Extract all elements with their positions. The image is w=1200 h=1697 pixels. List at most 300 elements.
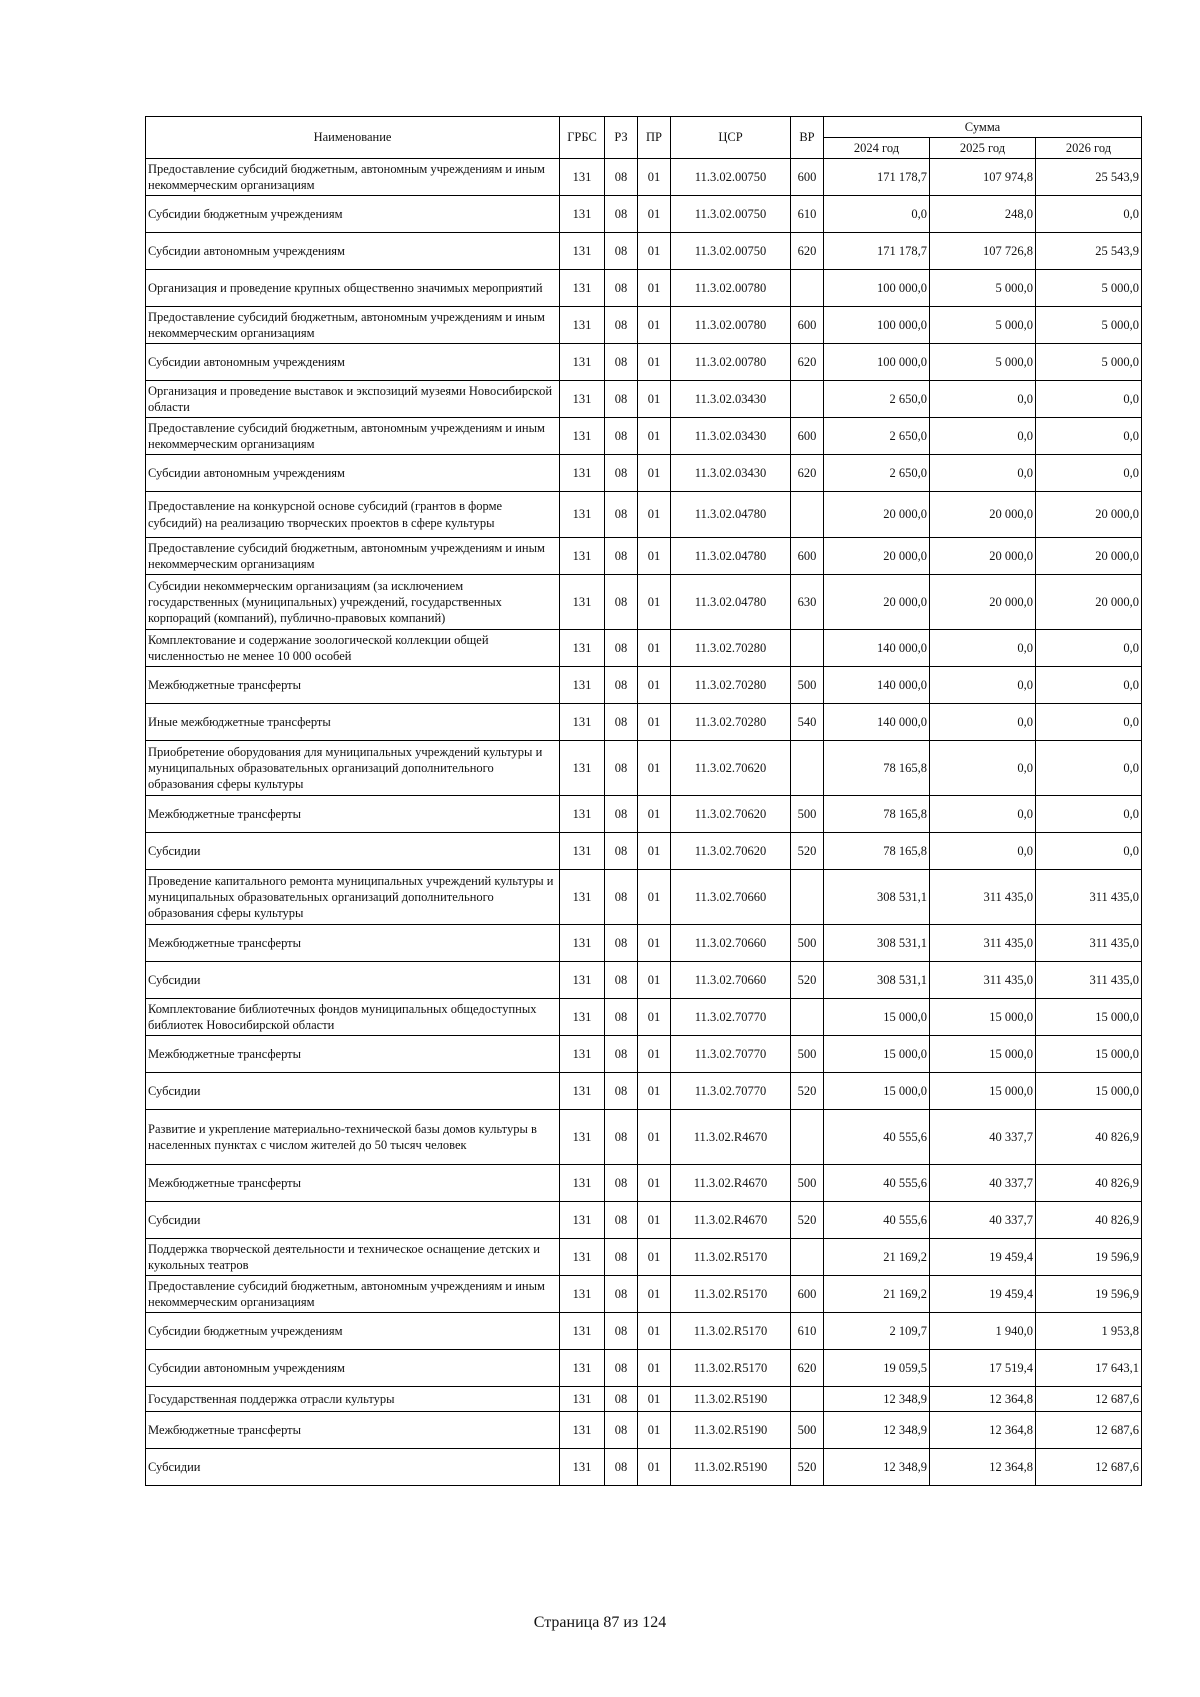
cell-y2025: 40 337,7	[930, 1165, 1036, 1202]
cell-grbs: 131	[560, 538, 605, 575]
cell-name: Предоставление субсидий бюджетным, автономным учреждениям и иным некоммерческим организациям	[146, 307, 560, 344]
cell-name: Субсидии бюджетным учреждениям	[146, 196, 560, 233]
cell-name: Межбюджетные трансферты	[146, 796, 560, 833]
page-number: Страница 87 из 124	[533, 1614, 667, 1631]
cell-csr: 11.3.02.03430	[671, 381, 791, 418]
cell-rz: 08	[605, 233, 638, 270]
cell-rz: 08	[605, 833, 638, 870]
table-row	[146, 1387, 1142, 1412]
cell-name: Предоставление субсидий бюджетным, автономным учреждениям и иным некоммерческим организациям	[146, 159, 560, 196]
cell-csr: 11.3.02.R5190	[671, 1412, 791, 1449]
cell-pr: 01	[638, 796, 671, 833]
cell-vr: 520	[791, 962, 824, 999]
cell-grbs: 131	[560, 1036, 605, 1073]
cell-y2026: 15 000,0	[1036, 1036, 1142, 1073]
cell-vr: 600	[791, 159, 824, 196]
cell-rz: 08	[605, 492, 638, 538]
budget-table	[145, 116, 1142, 1486]
cell-csr: 11.3.02.R5170	[671, 1276, 791, 1313]
cell-name: Предоставление субсидий бюджетным, автономным учреждениям и иным некоммерческим организациям	[146, 538, 560, 575]
cell-csr: 11.3.02.03430	[671, 418, 791, 455]
cell-y2024: 19 059,5	[824, 1350, 930, 1387]
cell-y2024: 21 169,2	[824, 1239, 930, 1276]
cell-name: Субсидии автономным учреждениям	[146, 344, 560, 381]
cell-pr: 01	[638, 1073, 671, 1110]
cell-grbs: 131	[560, 667, 605, 704]
cell-y2026: 5 000,0	[1036, 270, 1142, 307]
table-row	[146, 344, 1142, 381]
cell-y2024: 308 531,1	[824, 962, 930, 999]
cell-y2025: 0,0	[930, 630, 1036, 667]
cell-vr: 500	[791, 1165, 824, 1202]
cell-pr: 01	[638, 233, 671, 270]
cell-csr: 11.3.02.70770	[671, 1036, 791, 1073]
cell-name: Субсидии автономным учреждениям	[146, 1350, 560, 1387]
cell-y2026: 12 687,6	[1036, 1387, 1142, 1412]
cell-vr	[791, 870, 824, 925]
cell-pr: 01	[638, 1276, 671, 1313]
cell-grbs: 131	[560, 1110, 605, 1165]
cell-y2025: 15 000,0	[930, 1036, 1036, 1073]
cell-grbs: 131	[560, 796, 605, 833]
cell-rz: 08	[605, 667, 638, 704]
cell-vr: 520	[791, 1449, 824, 1486]
cell-pr: 01	[638, 962, 671, 999]
cell-y2024: 0,0	[824, 196, 930, 233]
table-row	[146, 704, 1142, 741]
cell-y2024: 40 555,6	[824, 1110, 930, 1165]
cell-pr: 01	[638, 925, 671, 962]
cell-y2026: 25 543,9	[1036, 159, 1142, 196]
cell-grbs: 131	[560, 1387, 605, 1412]
cell-y2026: 17 643,1	[1036, 1350, 1142, 1387]
cell-vr	[791, 741, 824, 796]
cell-y2026: 0,0	[1036, 196, 1142, 233]
cell-name: Поддержка творческой деятельности и техническое оснащение детских и кукольных театров	[146, 1239, 560, 1276]
cell-y2024: 100 000,0	[824, 307, 930, 344]
cell-grbs: 131	[560, 307, 605, 344]
cell-grbs: 131	[560, 962, 605, 999]
table-row	[146, 538, 1142, 575]
cell-y2025: 12 364,8	[930, 1449, 1036, 1486]
cell-vr: 500	[791, 796, 824, 833]
cell-grbs: 131	[560, 1165, 605, 1202]
table-row	[146, 1313, 1142, 1350]
table-row	[146, 307, 1142, 344]
cell-grbs: 131	[560, 1073, 605, 1110]
cell-name: Субсидии	[146, 962, 560, 999]
cell-vr: 600	[791, 538, 824, 575]
cell-y2025: 12 364,8	[930, 1412, 1036, 1449]
cell-grbs: 131	[560, 196, 605, 233]
cell-y2024: 78 165,8	[824, 833, 930, 870]
cell-y2024: 78 165,8	[824, 796, 930, 833]
cell-y2024: 20 000,0	[824, 538, 930, 575]
cell-csr: 11.3.02.70280	[671, 704, 791, 741]
cell-rz: 08	[605, 1073, 638, 1110]
header-pr: ПР	[638, 117, 671, 159]
cell-y2025: 17 519,4	[930, 1350, 1036, 1387]
cell-csr: 11.3.02.R5190	[671, 1387, 791, 1412]
cell-name: Субсидии бюджетным учреждениям	[146, 1313, 560, 1350]
cell-grbs: 131	[560, 630, 605, 667]
cell-pr: 01	[638, 344, 671, 381]
cell-name: Комплектование библиотечных фондов муниципальных общедоступных библиотек Новосибирской области	[146, 999, 560, 1036]
cell-grbs: 131	[560, 492, 605, 538]
cell-y2026: 40 826,9	[1036, 1202, 1142, 1239]
cell-pr: 01	[638, 307, 671, 344]
cell-y2025: 0,0	[930, 418, 1036, 455]
cell-rz: 08	[605, 1387, 638, 1412]
table-row	[146, 962, 1142, 999]
cell-y2025: 107 974,8	[930, 159, 1036, 196]
cell-csr: 11.3.02.R5190	[671, 1449, 791, 1486]
cell-rz: 08	[605, 1110, 638, 1165]
cell-y2024: 40 555,6	[824, 1202, 930, 1239]
cell-grbs: 131	[560, 1313, 605, 1350]
cell-y2026: 15 000,0	[1036, 1073, 1142, 1110]
table-row	[146, 492, 1142, 538]
cell-grbs: 131	[560, 159, 605, 196]
cell-name: Субсидии	[146, 1449, 560, 1486]
cell-y2024: 15 000,0	[824, 999, 930, 1036]
cell-pr: 01	[638, 270, 671, 307]
cell-pr: 01	[638, 418, 671, 455]
cell-y2025: 12 364,8	[930, 1387, 1036, 1412]
cell-y2026: 12 687,6	[1036, 1449, 1142, 1486]
table-row	[146, 575, 1142, 630]
cell-y2025: 40 337,7	[930, 1110, 1036, 1165]
cell-rz: 08	[605, 159, 638, 196]
cell-rz: 08	[605, 1276, 638, 1313]
cell-y2025: 0,0	[930, 455, 1036, 492]
cell-grbs: 131	[560, 704, 605, 741]
table-row	[146, 1412, 1142, 1449]
cell-name: Межбюджетные трансферты	[146, 1412, 560, 1449]
cell-vr: 520	[791, 833, 824, 870]
cell-pr: 01	[638, 196, 671, 233]
cell-csr: 11.3.02.70770	[671, 1073, 791, 1110]
cell-y2026: 20 000,0	[1036, 575, 1142, 630]
table-row	[146, 1165, 1142, 1202]
cell-y2024: 12 348,9	[824, 1412, 930, 1449]
cell-y2025: 20 000,0	[930, 538, 1036, 575]
cell-vr: 620	[791, 455, 824, 492]
cell-y2025: 5 000,0	[930, 270, 1036, 307]
cell-name: Субсидии автономным учреждениям	[146, 233, 560, 270]
cell-rz: 08	[605, 1239, 638, 1276]
cell-pr: 01	[638, 1036, 671, 1073]
cell-grbs: 131	[560, 1449, 605, 1486]
cell-vr	[791, 1110, 824, 1165]
cell-rz: 08	[605, 1202, 638, 1239]
cell-rz: 08	[605, 381, 638, 418]
cell-csr: 11.3.02.R5170	[671, 1313, 791, 1350]
cell-name: Иные межбюджетные трансферты	[146, 704, 560, 741]
header-year-2024: 2024 год	[824, 138, 930, 159]
cell-y2026: 12 687,6	[1036, 1412, 1142, 1449]
cell-pr: 01	[638, 1110, 671, 1165]
cell-y2024: 15 000,0	[824, 1036, 930, 1073]
table-row	[146, 1202, 1142, 1239]
cell-vr	[791, 270, 824, 307]
cell-csr: 11.3.02.00780	[671, 270, 791, 307]
cell-name: Субсидии некоммерческим организациям (за исключением государственных (муниципальных) учреждений, государственных корпораций (компаний), публично-правовых компаний)	[146, 575, 560, 630]
cell-y2024: 2 650,0	[824, 455, 930, 492]
cell-pr: 01	[638, 381, 671, 418]
cell-csr: 11.3.02.00750	[671, 159, 791, 196]
cell-csr: 11.3.02.00780	[671, 307, 791, 344]
cell-y2025: 20 000,0	[930, 492, 1036, 538]
cell-y2025: 5 000,0	[930, 307, 1036, 344]
cell-csr: 11.3.02.70660	[671, 925, 791, 962]
cell-rz: 08	[605, 1313, 638, 1350]
cell-rz: 08	[605, 704, 638, 741]
cell-y2026: 5 000,0	[1036, 307, 1142, 344]
cell-csr: 11.3.02.R4670	[671, 1202, 791, 1239]
cell-vr	[791, 381, 824, 418]
cell-name: Приобретение оборудования для муниципальных учреждений культуры и муниципальных образовательных организаций дополнительного образования сферы культуры	[146, 741, 560, 796]
table-row	[146, 1276, 1142, 1313]
cell-rz: 08	[605, 455, 638, 492]
table-row	[146, 1036, 1142, 1073]
cell-y2025: 1 940,0	[930, 1313, 1036, 1350]
header-vr: ВР	[791, 117, 824, 159]
cell-grbs: 131	[560, 1239, 605, 1276]
cell-csr: 11.3.02.70620	[671, 741, 791, 796]
header-sum: Сумма	[824, 117, 1142, 138]
cell-rz: 08	[605, 870, 638, 925]
cell-name: Субсидии	[146, 833, 560, 870]
cell-y2024: 171 178,7	[824, 159, 930, 196]
cell-grbs: 131	[560, 270, 605, 307]
table-row	[146, 667, 1142, 704]
cell-vr: 520	[791, 1202, 824, 1239]
cell-y2024: 140 000,0	[824, 630, 930, 667]
cell-csr: 11.3.02.70620	[671, 833, 791, 870]
cell-grbs: 131	[560, 233, 605, 270]
cell-rz: 08	[605, 630, 638, 667]
table-row	[146, 833, 1142, 870]
cell-pr: 01	[638, 492, 671, 538]
cell-y2026: 0,0	[1036, 418, 1142, 455]
cell-pr: 01	[638, 1449, 671, 1486]
cell-pr: 01	[638, 1412, 671, 1449]
cell-vr: 620	[791, 1350, 824, 1387]
cell-vr: 600	[791, 307, 824, 344]
cell-y2025: 0,0	[930, 667, 1036, 704]
cell-y2025: 248,0	[930, 196, 1036, 233]
cell-pr: 01	[638, 667, 671, 704]
cell-y2026: 0,0	[1036, 796, 1142, 833]
header-rz: РЗ	[605, 117, 638, 159]
cell-y2026: 0,0	[1036, 630, 1142, 667]
cell-vr: 630	[791, 575, 824, 630]
cell-vr: 500	[791, 925, 824, 962]
table-row	[146, 381, 1142, 418]
table-row	[146, 1073, 1142, 1110]
header-name: Наименование	[146, 117, 560, 159]
cell-vr	[791, 630, 824, 667]
table-row	[146, 741, 1142, 796]
cell-y2025: 0,0	[930, 381, 1036, 418]
cell-y2026: 40 826,9	[1036, 1165, 1142, 1202]
cell-name: Субсидии	[146, 1202, 560, 1239]
cell-y2026: 15 000,0	[1036, 999, 1142, 1036]
cell-rz: 08	[605, 1036, 638, 1073]
cell-csr: 11.3.02.04780	[671, 492, 791, 538]
cell-rz: 08	[605, 1449, 638, 1486]
cell-grbs: 131	[560, 870, 605, 925]
table-row	[146, 1449, 1142, 1486]
cell-csr: 11.3.02.70620	[671, 796, 791, 833]
cell-vr: 500	[791, 1036, 824, 1073]
cell-y2026: 5 000,0	[1036, 344, 1142, 381]
cell-y2025: 311 435,0	[930, 962, 1036, 999]
cell-csr: 11.3.02.04780	[671, 575, 791, 630]
cell-y2026: 311 435,0	[1036, 962, 1142, 999]
cell-pr: 01	[638, 1387, 671, 1412]
cell-rz: 08	[605, 1165, 638, 1202]
cell-name: Предоставление на конкурсной основе субсидий (грантов в форме субсидий) на реализацию творческих проектов в сфере культуры	[146, 492, 560, 538]
cell-rz: 08	[605, 999, 638, 1036]
cell-y2026: 0,0	[1036, 667, 1142, 704]
cell-grbs: 131	[560, 1350, 605, 1387]
cell-name: Предоставление субсидий бюджетным, автономным учреждениям и иным некоммерческим организациям	[146, 1276, 560, 1313]
cell-vr	[791, 1239, 824, 1276]
cell-name: Государственная поддержка отрасли культуры	[146, 1387, 560, 1412]
cell-csr: 11.3.02.R5170	[671, 1350, 791, 1387]
cell-y2025: 107 726,8	[930, 233, 1036, 270]
cell-pr: 01	[638, 999, 671, 1036]
cell-pr: 01	[638, 704, 671, 741]
cell-rz: 08	[605, 344, 638, 381]
cell-csr: 11.3.02.00750	[671, 233, 791, 270]
cell-grbs: 131	[560, 575, 605, 630]
cell-pr: 01	[638, 1202, 671, 1239]
cell-pr: 01	[638, 455, 671, 492]
cell-grbs: 131	[560, 999, 605, 1036]
cell-vr: 540	[791, 704, 824, 741]
cell-name: Межбюджетные трансферты	[146, 1165, 560, 1202]
table-row	[146, 270, 1142, 307]
cell-rz: 08	[605, 1350, 638, 1387]
cell-y2025: 311 435,0	[930, 925, 1036, 962]
table-row	[146, 233, 1142, 270]
cell-pr: 01	[638, 741, 671, 796]
cell-name: Межбюджетные трансферты	[146, 925, 560, 962]
cell-rz: 08	[605, 796, 638, 833]
table-body	[146, 159, 1142, 1486]
table-row	[146, 870, 1142, 925]
cell-y2024: 100 000,0	[824, 344, 930, 381]
cell-y2025: 0,0	[930, 704, 1036, 741]
cell-y2024: 2 109,7	[824, 1313, 930, 1350]
cell-y2024: 21 169,2	[824, 1276, 930, 1313]
cell-y2025: 19 459,4	[930, 1276, 1036, 1313]
cell-name: Комплектование и содержание зоологической коллекции общей численностью не менее 10 000 особей	[146, 630, 560, 667]
cell-y2024: 2 650,0	[824, 381, 930, 418]
cell-rz: 08	[605, 925, 638, 962]
cell-y2024: 2 650,0	[824, 418, 930, 455]
cell-csr: 11.3.02.70660	[671, 962, 791, 999]
cell-grbs: 131	[560, 925, 605, 962]
cell-csr: 11.3.02.R4670	[671, 1110, 791, 1165]
cell-rz: 08	[605, 196, 638, 233]
cell-vr: 600	[791, 418, 824, 455]
cell-grbs: 131	[560, 833, 605, 870]
cell-pr: 01	[638, 833, 671, 870]
cell-csr: 11.3.02.70770	[671, 999, 791, 1036]
cell-pr: 01	[638, 538, 671, 575]
cell-y2026: 0,0	[1036, 833, 1142, 870]
cell-vr	[791, 1387, 824, 1412]
cell-y2024: 12 348,9	[824, 1387, 930, 1412]
cell-vr: 610	[791, 196, 824, 233]
cell-grbs: 131	[560, 1276, 605, 1313]
cell-y2024: 78 165,8	[824, 741, 930, 796]
table-row	[146, 418, 1142, 455]
header-csr: ЦСР	[671, 117, 791, 159]
cell-y2025: 19 459,4	[930, 1239, 1036, 1276]
cell-y2026: 311 435,0	[1036, 870, 1142, 925]
cell-y2026: 0,0	[1036, 704, 1142, 741]
cell-name: Развитие и укрепление материально-технической базы домов культуры в населенных пунктах с числом жителей до 50 тысяч человек	[146, 1110, 560, 1165]
cell-grbs: 131	[560, 455, 605, 492]
cell-pr: 01	[638, 870, 671, 925]
cell-y2024: 15 000,0	[824, 1073, 930, 1110]
cell-grbs: 131	[560, 418, 605, 455]
cell-pr: 01	[638, 159, 671, 196]
cell-vr	[791, 492, 824, 538]
cell-y2024: 20 000,0	[824, 492, 930, 538]
cell-grbs: 131	[560, 1202, 605, 1239]
table-row	[146, 196, 1142, 233]
cell-y2025: 0,0	[930, 741, 1036, 796]
cell-y2026: 311 435,0	[1036, 925, 1142, 962]
cell-grbs: 131	[560, 344, 605, 381]
cell-csr: 11.3.02.70280	[671, 667, 791, 704]
cell-pr: 01	[638, 575, 671, 630]
cell-pr: 01	[638, 1165, 671, 1202]
cell-grbs: 131	[560, 741, 605, 796]
cell-y2025: 5 000,0	[930, 344, 1036, 381]
cell-rz: 08	[605, 307, 638, 344]
cell-csr: 11.3.02.00780	[671, 344, 791, 381]
cell-csr: 11.3.02.R5170	[671, 1239, 791, 1276]
cell-y2026: 0,0	[1036, 741, 1142, 796]
cell-vr: 610	[791, 1313, 824, 1350]
cell-vr: 500	[791, 1412, 824, 1449]
cell-vr: 620	[791, 233, 824, 270]
cell-y2024: 20 000,0	[824, 575, 930, 630]
cell-y2026: 0,0	[1036, 381, 1142, 418]
header-year-2025: 2025 год	[930, 138, 1036, 159]
cell-y2026: 20 000,0	[1036, 538, 1142, 575]
table-header	[146, 117, 1142, 159]
cell-y2026: 40 826,9	[1036, 1110, 1142, 1165]
cell-y2024: 100 000,0	[824, 270, 930, 307]
cell-pr: 01	[638, 1313, 671, 1350]
cell-name: Межбюджетные трансферты	[146, 667, 560, 704]
cell-y2024: 12 348,9	[824, 1449, 930, 1486]
cell-vr: 620	[791, 344, 824, 381]
cell-rz: 08	[605, 962, 638, 999]
table-row	[146, 159, 1142, 196]
cell-rz: 08	[605, 418, 638, 455]
cell-csr: 11.3.02.00750	[671, 196, 791, 233]
cell-name: Субсидии	[146, 1073, 560, 1110]
